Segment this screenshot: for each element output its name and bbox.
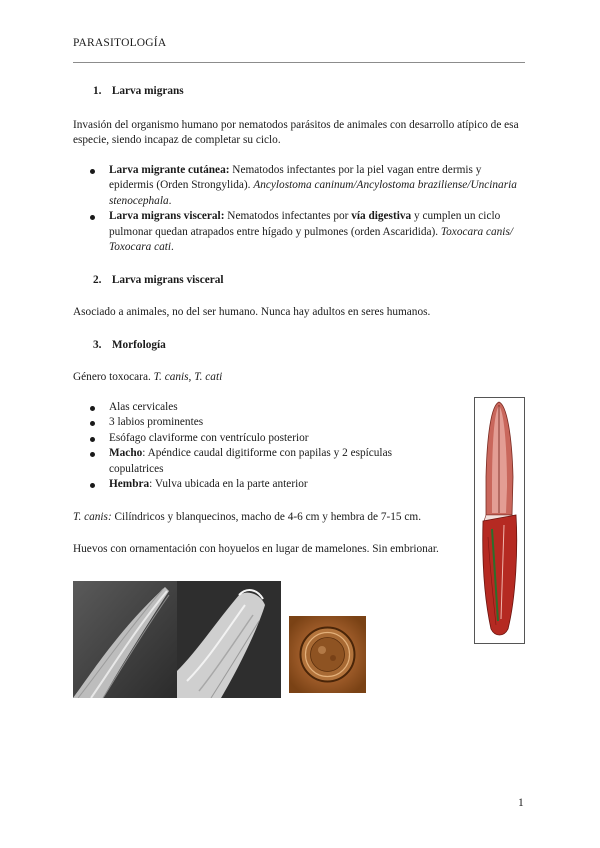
item-text: : Vulva ubicada en la parte anterior [149, 478, 308, 490]
section-1-title: Larva migrans [111, 85, 184, 97]
genus-line [73, 370, 525, 386]
item-label: Larva migrante cutánea: [109, 163, 230, 176]
list-item-visceral [109, 209, 525, 256]
section-2-number: 2. [93, 273, 102, 286]
item-species: Ancylostoma caninum/Ancylostoma braziliense/Uncinaria stenocephala [109, 179, 517, 207]
item-text: Alas cervicales [109, 400, 178, 413]
list-item [109, 400, 429, 416]
list-item [109, 415, 429, 431]
list-item [109, 431, 429, 447]
section-1-intro: Invasión del organismo humano por nematodos parásitos de animales con desarrollo atípico de esa especie, siendo incapaz de completar su ciclo. [73, 118, 519, 146]
item-end: . [171, 241, 174, 253]
canis-description [73, 510, 525, 526]
section-1-heading [93, 84, 525, 100]
item-text: Nematodos infectantes por la piel vagan entre dermis y epidermis (Orden Strongylida). [109, 163, 482, 191]
section-2-title: Larva migrans visceral [111, 273, 224, 286]
page-number: 1 [518, 797, 524, 809]
item-bold-text: vía digestiva [351, 210, 412, 222]
item-species: Toxocara canis/ Toxocara cati [109, 225, 513, 253]
canis-text: Cilíndricos y blanquecinos, macho de 4-6 cm y hembra de 7-15 cm. [111, 510, 422, 523]
item-text: y cumplen un ciclo pulmonar quedan atrapados entre hígado y pulmones (orden Ascaridida). [109, 210, 501, 238]
item-end: . [168, 194, 172, 207]
list-item-cutanea [109, 163, 525, 210]
page-header-title: PARASITOLOGÍA [73, 37, 167, 49]
genus-text: Género toxocara. [73, 371, 154, 383]
section-1-number: 1. [93, 85, 102, 97]
document-body [73, 84, 525, 558]
larva-types-list [73, 163, 525, 256]
toxocara-worm-illustration [474, 397, 525, 644]
genus-species: T. canis, T. cati [153, 371, 223, 383]
item-text: 3 labios prominentes [109, 416, 204, 428]
canis-label: T. canis: [73, 510, 112, 523]
section-2-text: Asociado a animales, no del ser humano. Nunca hay adultos en seres humanos. [73, 306, 431, 318]
item-label: Larva migrans visceral: [109, 210, 225, 222]
item-text: Nematodos infectantes por [224, 210, 352, 222]
header-divider [73, 62, 525, 63]
sem-micrograph-head [73, 581, 177, 698]
eggs-description: Huevos con ornamentación con hoyuelos en lugar de mamelones. Sin embrionar. [73, 543, 439, 555]
section-3-title: Morfología [111, 338, 166, 351]
section-2-heading [93, 273, 525, 289]
item-label: Macho [109, 447, 143, 459]
section-3-heading [93, 338, 525, 354]
item-text: : Apéndice caudal digitiforme con papilas y 2 espículas copulatrices [109, 447, 392, 475]
item-label: Hembra [109, 478, 150, 490]
list-item-hembra [109, 477, 429, 493]
section-3-number: 3. [93, 338, 102, 351]
sem-micrograph-body [177, 581, 281, 698]
list-item-macho [109, 446, 429, 477]
item-text: Esófago claviforme con ventrículo posterior [109, 431, 309, 444]
morphology-list [73, 400, 429, 493]
toxocara-egg-photo [289, 616, 366, 693]
